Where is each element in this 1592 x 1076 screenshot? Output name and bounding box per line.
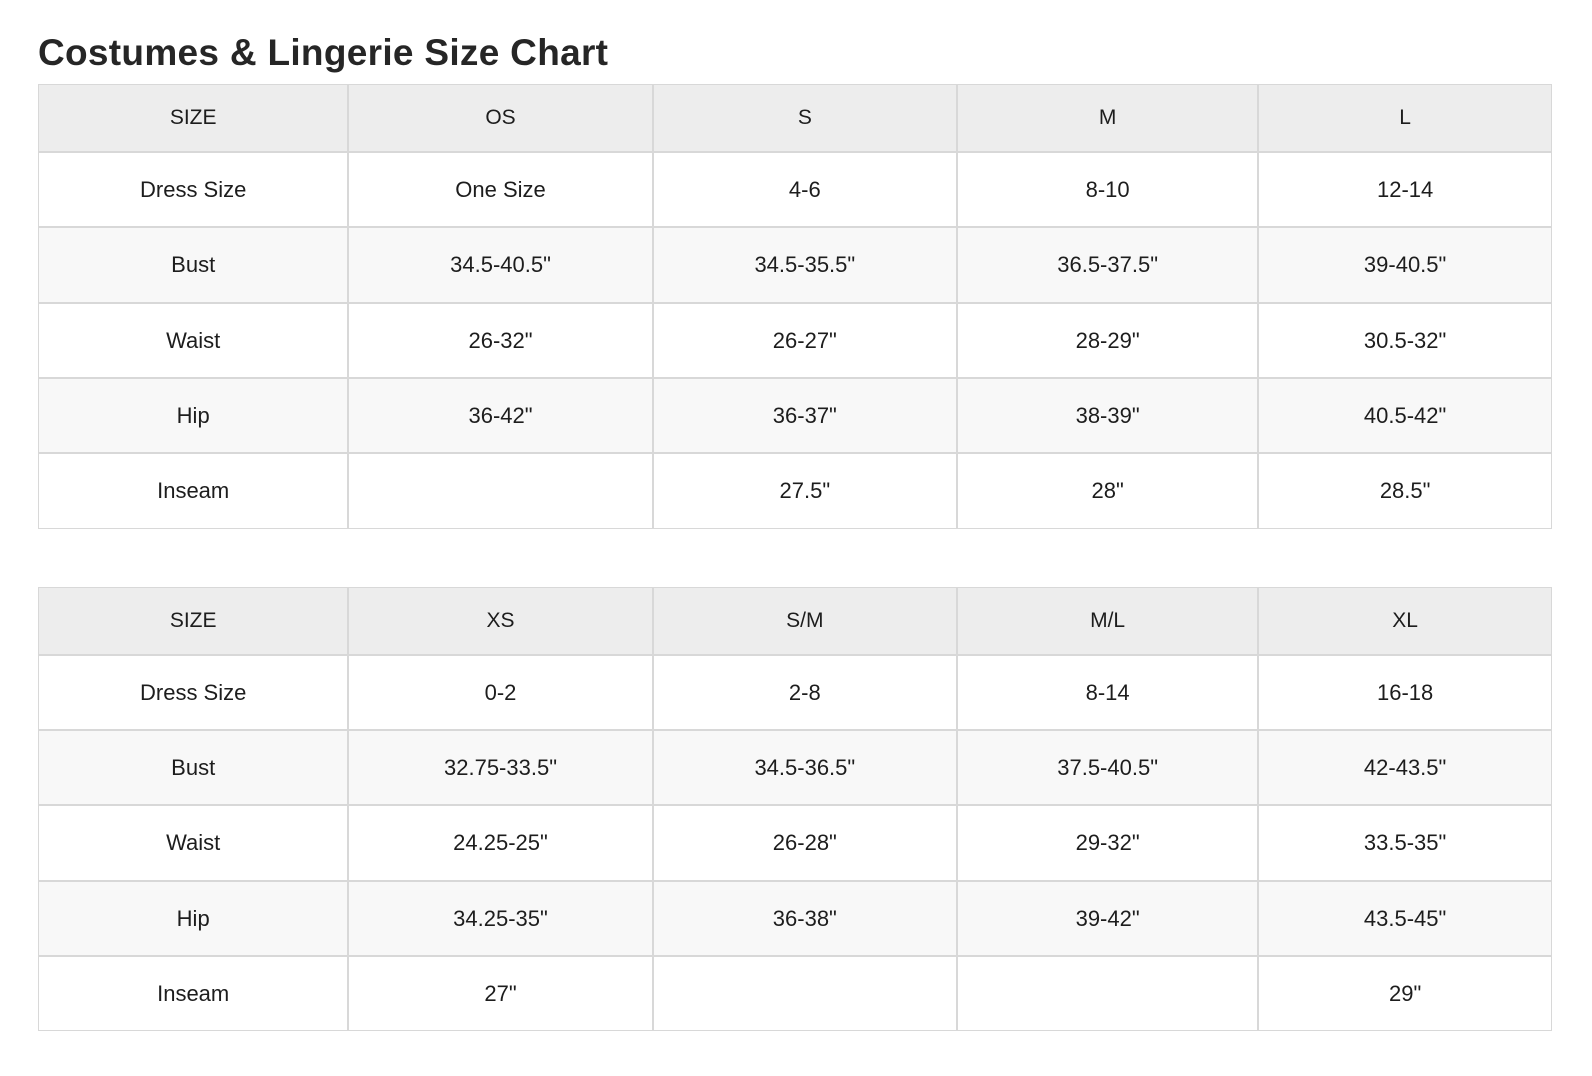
value-cell: 37.5-40.5"	[957, 730, 1258, 805]
row-label-hip: Hip	[38, 881, 348, 956]
value-cell: 36-37"	[653, 378, 957, 453]
column-header-s: S	[653, 84, 957, 152]
value-cell: 43.5-45"	[1258, 881, 1552, 956]
value-cell: 8-10	[957, 152, 1258, 227]
row-label-bust: Bust	[38, 730, 348, 805]
column-header-s-m: S/M	[653, 587, 957, 655]
column-header-size: SIZE	[38, 587, 348, 655]
column-header-xl: XL	[1258, 587, 1552, 655]
value-cell: 28"	[957, 453, 1258, 528]
size-chart-table	[38, 587, 1552, 1032]
table-row-dress-size	[38, 655, 1552, 730]
value-cell: 39-42"	[957, 881, 1258, 956]
row-label-inseam: Inseam	[38, 453, 348, 528]
value-cell: 26-32"	[348, 303, 652, 378]
table-row-bust	[38, 730, 1552, 805]
value-cell: 34.25-35"	[348, 881, 652, 956]
value-cell	[653, 956, 957, 1031]
row-label-bust: Bust	[38, 227, 348, 302]
table-row-bust	[38, 227, 1552, 302]
column-header-m: M	[957, 84, 1258, 152]
value-cell: 32.75-33.5"	[348, 730, 652, 805]
value-cell: 36-38"	[653, 881, 957, 956]
value-cell: 27"	[348, 956, 652, 1031]
size-table-xs-xl	[38, 587, 1552, 1032]
value-cell: 36-42"	[348, 378, 652, 453]
value-cell: 4-6	[653, 152, 957, 227]
value-cell: 16-18	[1258, 655, 1552, 730]
value-cell: 2-8	[653, 655, 957, 730]
value-cell: 24.25-25"	[348, 805, 652, 880]
value-cell: 12-14	[1258, 152, 1552, 227]
table-row-waist	[38, 805, 1552, 880]
table-row-inseam	[38, 956, 1552, 1031]
header-row	[38, 587, 1552, 655]
value-cell	[348, 453, 652, 528]
value-cell: 29-32"	[957, 805, 1258, 880]
value-cell: 42-43.5"	[1258, 730, 1552, 805]
page-title: Costumes & Lingerie Size Chart	[38, 32, 609, 73]
value-cell: 27.5"	[653, 453, 957, 528]
column-header-os: OS	[348, 84, 652, 152]
table-row-dress-size	[38, 152, 1552, 227]
value-cell: 39-40.5"	[1258, 227, 1552, 302]
value-cell: 40.5-42"	[1258, 378, 1552, 453]
column-header-xs: XS	[348, 587, 652, 655]
header-row	[38, 84, 1552, 152]
column-header-m-l: M/L	[957, 587, 1258, 655]
value-cell: 33.5-35"	[1258, 805, 1552, 880]
row-label-dress-size: Dress Size	[38, 655, 348, 730]
column-header-l: L	[1258, 84, 1552, 152]
size-chart-table	[38, 84, 1552, 529]
value-cell: 29"	[1258, 956, 1552, 1031]
value-cell: One Size	[348, 152, 652, 227]
value-cell: 28.5"	[1258, 453, 1552, 528]
value-cell	[957, 956, 1258, 1031]
value-cell: 8-14	[957, 655, 1258, 730]
row-label-waist: Waist	[38, 303, 348, 378]
table-row-hip	[38, 378, 1552, 453]
value-cell: 38-39"	[957, 378, 1258, 453]
size-table-os-l	[38, 84, 1552, 529]
value-cell: 26-27"	[653, 303, 957, 378]
row-label-inseam: Inseam	[38, 956, 348, 1031]
table-row-inseam	[38, 453, 1552, 528]
column-header-size: SIZE	[38, 84, 348, 152]
value-cell: 36.5-37.5"	[957, 227, 1258, 302]
row-label-hip: Hip	[38, 378, 348, 453]
value-cell: 26-28"	[653, 805, 957, 880]
value-cell: 0-2	[348, 655, 652, 730]
table-row-hip	[38, 881, 1552, 956]
row-label-waist: Waist	[38, 805, 348, 880]
value-cell: 34.5-36.5"	[653, 730, 957, 805]
table-row-waist	[38, 303, 1552, 378]
value-cell: 34.5-35.5"	[653, 227, 957, 302]
row-label-dress-size: Dress Size	[38, 152, 348, 227]
value-cell: 30.5-32"	[1258, 303, 1552, 378]
value-cell: 34.5-40.5"	[348, 227, 652, 302]
value-cell: 28-29"	[957, 303, 1258, 378]
